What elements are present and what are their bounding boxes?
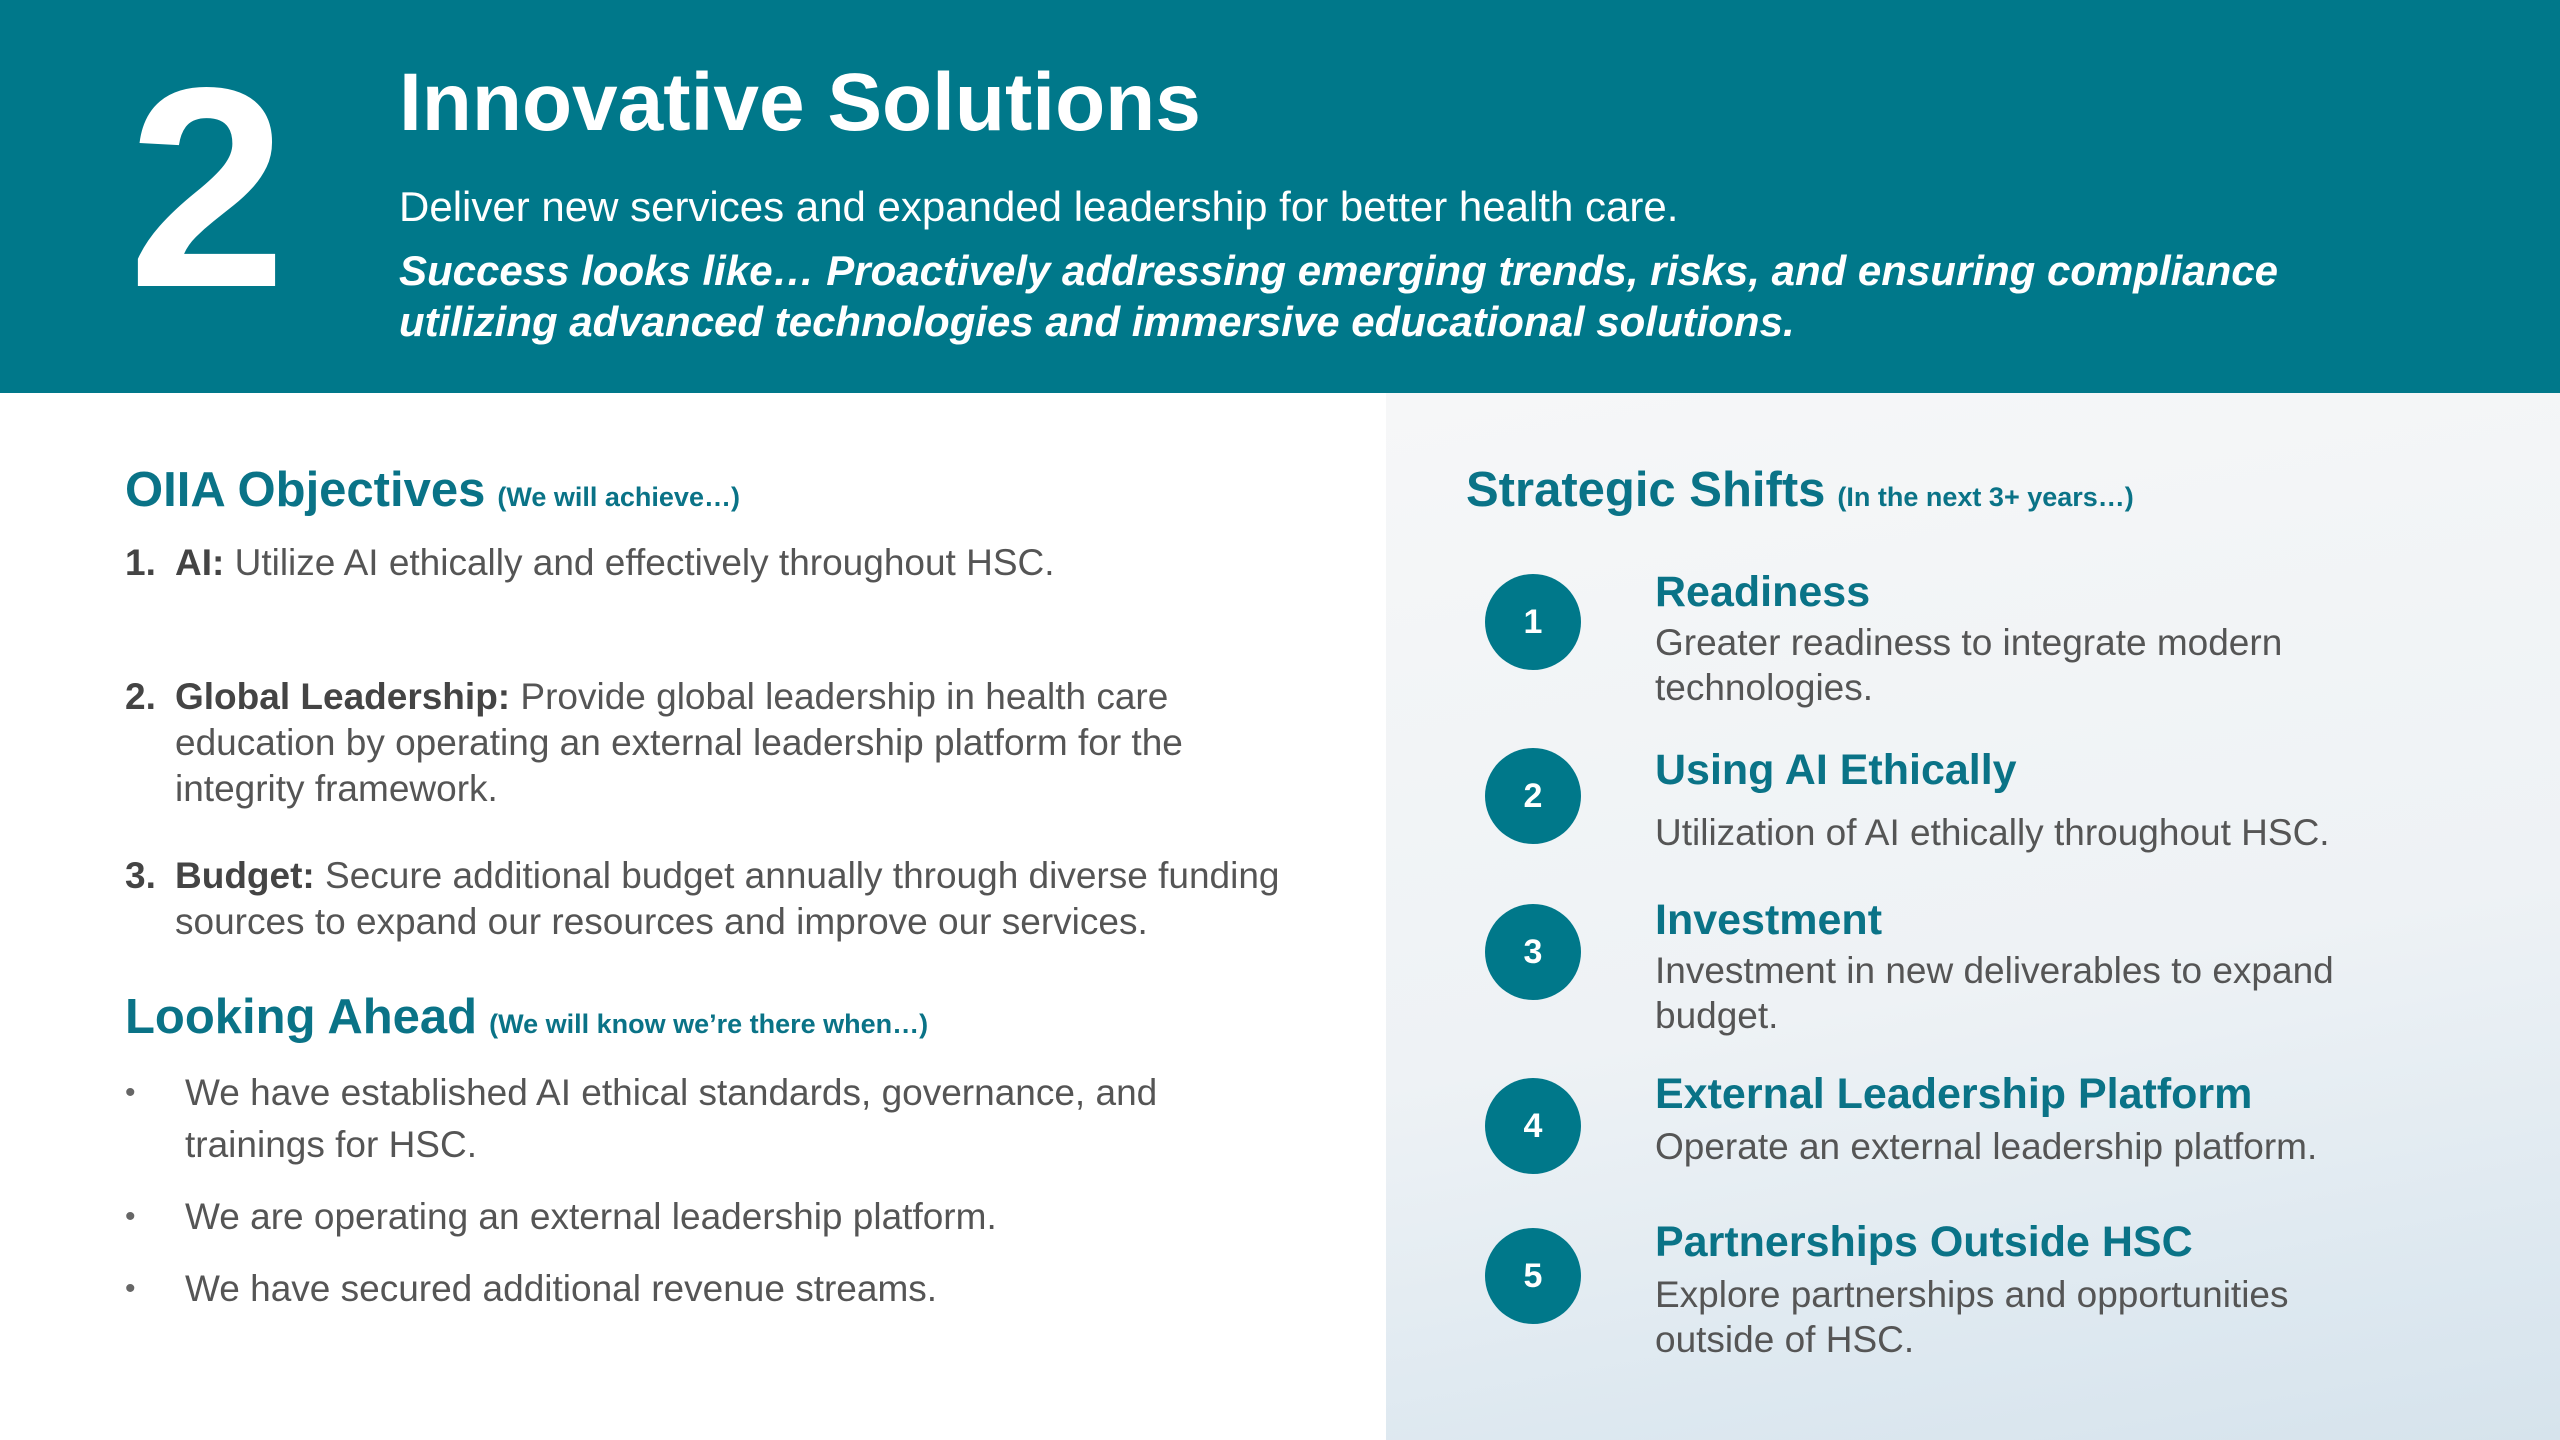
header-banner: [0, 0, 2560, 393]
shift-number-badge: 5: [1485, 1228, 1581, 1324]
objective-text: Utilize AI ethically and effectively throughout HSC.: [224, 542, 1055, 583]
looking-ahead-note: (We will know we’re there when…): [489, 1009, 929, 1039]
shift-number-badge: 2: [1485, 748, 1581, 844]
strategic-shifts-note: (In the next 3+ years…): [1837, 482, 2134, 512]
objectives-title: OIIA Objectives: [125, 463, 486, 517]
shift-title: External Leadership Platform: [1655, 1070, 2253, 1118]
objective-number: 3.: [125, 855, 156, 896]
looking-ahead-text: We have established AI ethical standards, governance, and trainings for HSC.: [185, 1072, 1158, 1165]
objective-text: Provide global leadership in health care education by operating an external leadership platform for the integrity framework.: [175, 676, 1183, 809]
shift-description: Investment in new deliverables to expand budget.: [1655, 950, 2334, 1036]
looking-ahead-text: We have secured additional revenue streams.: [185, 1268, 938, 1309]
bullet-dot: •: [125, 1272, 136, 1305]
strategic-shifts-title: Strategic Shifts: [1466, 463, 1826, 517]
objective-label: Global Leadership:: [175, 676, 511, 717]
shift-description: Greater readiness to integrate modern technologies.: [1655, 622, 2283, 708]
objectives-note: (We will achieve…): [497, 482, 740, 512]
shift-number-badge: 3: [1485, 904, 1581, 1000]
objective-number: 1.: [125, 542, 156, 583]
objective-item: [125, 674, 1255, 812]
objective-item: [125, 540, 1325, 586]
looking-ahead-heading: [125, 990, 929, 1044]
looking-ahead-text: We are operating an external leadership platform.: [185, 1196, 997, 1237]
shift-number-badge: 4: [1485, 1078, 1581, 1174]
objectives-heading: [125, 463, 740, 517]
objective-item: [125, 853, 1325, 945]
shift-description: Operate an external leadership platform.: [1655, 1126, 2318, 1167]
looking-ahead-item: [125, 1067, 1225, 1171]
looking-ahead-title: Looking Ahead: [125, 990, 478, 1044]
shift-title: Partnerships Outside HSC: [1655, 1218, 2193, 1266]
shift-number-badge: 1: [1485, 574, 1581, 670]
objective-number: 2.: [125, 676, 156, 717]
objective-label: Budget:: [175, 855, 315, 896]
looking-ahead-item: [125, 1263, 1225, 1315]
shift-description: Utilization of AI ethically throughout HSC.: [1655, 812, 2330, 853]
objective-text: Secure additional budget annually through diverse funding sources to expand our resources and improve our services.: [175, 855, 1280, 942]
shift-title: Readiness: [1655, 568, 1871, 616]
shift-description: Explore partnerships and opportunities outside of HSC.: [1655, 1274, 2289, 1360]
success-statement: Success looks like… Proactively addressing emerging trends, risks, and ensuring compliance utilizing advanced technologies and immersive educational solutions.: [399, 247, 2279, 345]
looking-ahead-item: [125, 1191, 1225, 1243]
bullet-dot: •: [125, 1076, 136, 1109]
shift-title: Investment: [1655, 896, 1883, 944]
shift-title: Using AI Ethically: [1655, 746, 2017, 794]
section-number: 2: [128, 29, 283, 347]
strategic-shifts-heading: [1466, 463, 2134, 517]
objective-label: AI:: [175, 542, 225, 583]
bullet-dot: •: [125, 1200, 136, 1233]
page-subtitle: Deliver new services and expanded leadership for better health care.: [399, 183, 1679, 230]
page-title: Innovative Solutions: [399, 57, 1201, 148]
